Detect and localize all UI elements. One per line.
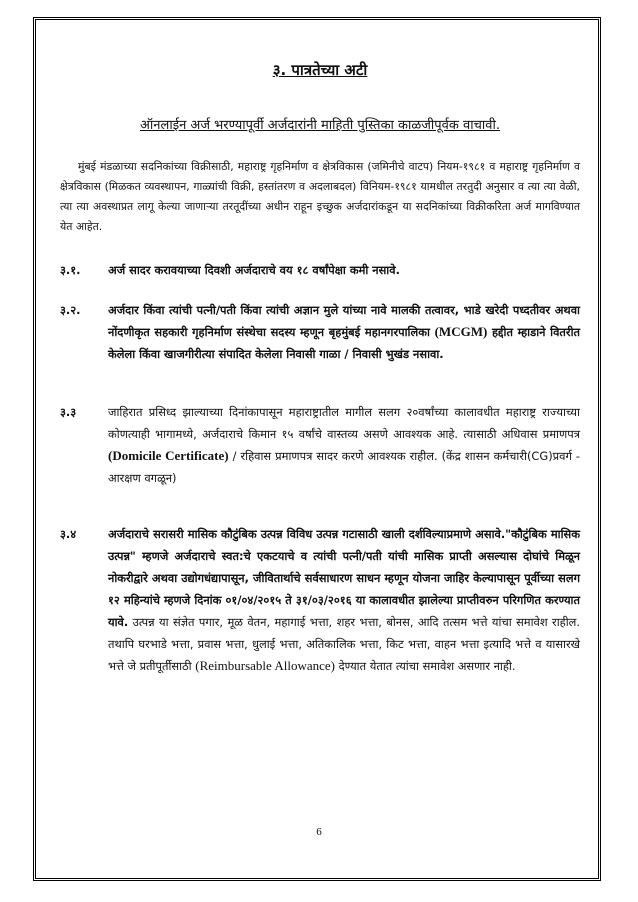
domicile-term: (Domicile Certificate)	[108, 448, 229, 463]
intro-paragraph: मुंबई मंडळाच्या सदनिकांच्या विक्रीसाठी, महाराष्ट्र गृहनिर्माण व क्षेत्रविकास (जमिनीचे वाटप) नियम-१९८१ व महाराष्ट्र गृहनिर्माण व क्षेत्रविकास (मिळकत व्यवस्थापन, गाळ्यांची विक्री, हस्तांतरण व अदलाबदल) विनियम-१९८१ यामधील तरतुदी अनुसार व त्या त्या वेळी, त्या त्या अवस्थाप्रत लागू केल्या जाणाऱ्या तरतूदींच्या अधीन राहून इच्छुक अर्जदारांकडून या सदनिकांच्या विक्रीकरिता अर्ज मागविण्यात येत आहेत.	[60, 160, 580, 233]
section-number: ३.४	[60, 527, 77, 541]
page-subtitle: ऑनलाईन अर्ज भरण्यापूर्वी अर्जदारांनी माहिती पुस्तिका काळजीपूर्वक वाचावी.	[140, 118, 500, 133]
section-3-1	[60, 259, 580, 281]
section-text-part: देण्यात येतात त्यांचा समावेश असणार नाही.	[338, 659, 516, 673]
page-number: 6	[316, 826, 322, 838]
section-number: ३.१.	[60, 263, 81, 277]
section-text-part: जाहिरात प्रसिध्द झाल्याच्या दिनांकापासून महाराष्ट्रातील मागील सलग २०वर्षांच्या कालावधीत महाराष्ट्र राज्याच्या कोणत्याही भागामध्ये, अर्जदाराचे किमान १५ वर्षांचे वास्तव्य असणे आवश्यक आहे. त्यासाठी अधिवास प्रमाणपत्र	[108, 405, 580, 441]
section-text: अर्ज सादर करावयाच्या दिवशी अर्जदाराचे वय १८ वर्षांपेक्षा कमी नसावे.	[108, 263, 400, 277]
section-number: ३.२.	[60, 303, 81, 317]
reimbursable-term: (Reimbursable Allowance)	[195, 658, 335, 673]
document-body	[60, 60, 580, 677]
mcgm-abbreviation: (MCGM)	[434, 324, 488, 339]
section-text-normal: उत्पन्न या संज्ञेत पगार, मूळ वेतन, महागाई भत्ता, शहर भत्ता, बोनस, आदि तत्सम भत्ते यांचा समावेश राहील. तथापि घरभाडे भत्ता, प्रवास भत्ता, धुलाई भत्ता, अतिकालिक भत्ता, किट भत्ता, वाहन भत्ता इत्यादि भत्ते व यासारखे भत्ते जे प्रतीपूर्तीसाठी	[108, 615, 581, 673]
section-text	[108, 401, 580, 489]
section-3-3	[60, 401, 580, 489]
page-title: ३. पात्रतेच्या अटी	[272, 61, 368, 79]
section-3-4	[60, 523, 580, 677]
section-text-part: अर्जदार किंवा त्यांची पत्नी/पती किंवा त्यांची अज्ञान मुले यांच्या नावे मालकी तत्वावर, भाडे खरेदी पध्दतीवर अथवा नोंदणीकृत सहकारी गृहनिर्माण संस्थेचा सदस्य म्हणून बृहमुंबई महानगरपालिका	[108, 303, 580, 339]
section-text-bold: अर्जदाराचे सरासरी मासिक कौटुंबिक उत्पन्न विविध उत्पन्न गटासाठी खाली दर्शविल्याप्रमाणे असावे."कौटुंबिक मासिक उत्पन्न" म्हणजे अर्जदाराचे स्वत:चे एकटयाचे व त्यांची पत्नी/पती यांची मासिक प्राप्ती असल्यास दोघांचे मिळून नोकरीद्वारे अथवा उद्योगधंद्यापासून, जीवितार्थाचे सर्वसाधारण साधन म्हणून योजना जाहिर केल्यापासून पूर्वीच्या सलग १२ महिन्यांचे म्हणजे दिनांक ०१/०४/२०१५ ते ३१/०३/२०१६ या कालावधीत झालेल्या प्राप्तीवरुन परिगणित करण्यात यावे.	[108, 527, 580, 629]
section-text-part: हद्दीत म्हाडाने वितरीत केलेला किंवा खाजगीरीत्या संपादित केलेला निवासी गाळा / निवासी भुखंड नसावा.	[108, 325, 581, 361]
section-text	[108, 523, 580, 677]
section-text-part: / रहिवास प्रमाणपत्र सादर करणे आवश्यक राहील. (केंद्र शासन कर्मचारी(CG)प्रवर्ग - आरक्षण वगळून)	[108, 449, 580, 485]
section-3-2	[60, 299, 580, 365]
section-number: ३.३	[60, 405, 77, 419]
section-text	[108, 299, 580, 365]
